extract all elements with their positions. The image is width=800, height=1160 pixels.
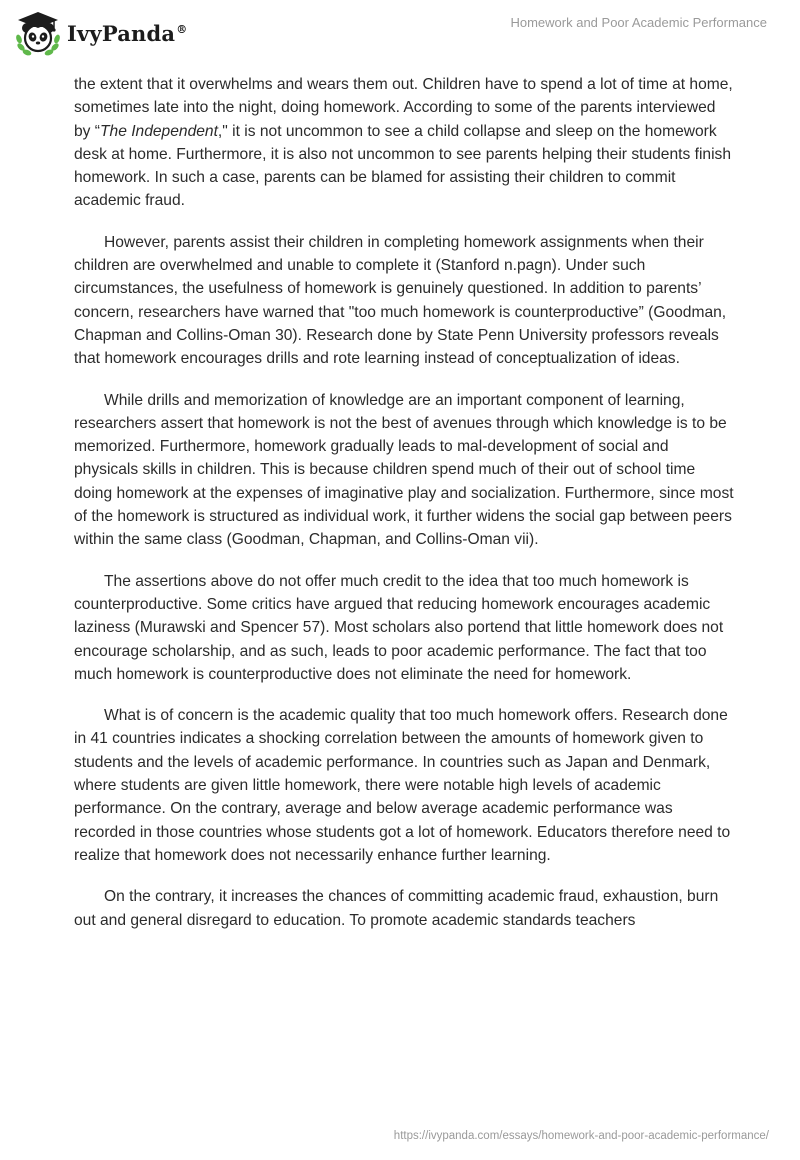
panda-graduation-cap-icon <box>14 9 62 57</box>
paragraph-6: On the contrary, it increases the chances of committing academic fraud, exhaustion, burn out and general disregard to education. To promote academic standards teachers <box>74 888 719 929</box>
brand-name <box>67 21 187 46</box>
essay-body <box>74 73 736 950</box>
paragraph-2: However, parents assist their children in completing homework assignments when their children are overwhelmed and unable to complete it (Stanford n.pagn). Under such circumstances, the usefulness of homework is genuinely questioned. In addition to parents’ concern, researchers have warned that "too much homework is counterproductive” (Goodman, Chapman and Collins-Oman 30). Research done by State Penn University professors reveals that homework encourages drills and rote learning instead of conceptualization of ideas. <box>74 233 727 368</box>
paragraph-1 <box>74 73 736 213</box>
paragraph-5: What is of concern is the academic quality that too much homework offers. Research done in 41 countries indicates a shocking correlation between the amounts of homework given to students and the levels of academic performance. In countries such as Japan and Denmark, where students are given little homework, there were notable high levels of academic performance. On the contrary, average and below average academic performance was recorded in those countries whose students got a lot of homework. Educators therefore need to realize that homework does not necessarily enhance further learning. <box>74 707 731 864</box>
registered-mark: ® <box>176 22 188 36</box>
paragraph-1-text-b: ," it is not uncommon to see a child collapse and sleep on the homework desk at home. Furthermore, it is also not uncommon to see parents helping their students finish homework. In such a case, parents can be blamed for assisting their children to commit academic fraud. <box>74 122 732 210</box>
source-url[interactable]: https://ivypanda.com/essays/homework-and-poor-academic-performance/ <box>393 1130 769 1142</box>
paragraph-4: The assertions above do not offer much credit to the idea that too much homework is counterproductive. Some critics have argued that reducing homework encourages academic laziness (Murawski and Spencer 57). Most scholars also portend that little homework does not encourage scholarship, and as such, leads to poor academic performance. The fact that too much homework is counterproductive does not eliminate the need for homework. <box>74 572 724 683</box>
document-title: Homework and Poor Academic Performance <box>510 15 767 30</box>
ivypanda-logo[interactable] <box>14 8 187 58</box>
paragraph-1-text-a: the extent that it overwhelms and wears them out. Children have to spend a lot of time at home, sometimes late into the night, doing homework. According to some of the parents interviewed by “ <box>74 76 733 140</box>
publication-title: The Independent <box>100 122 218 140</box>
page-header <box>0 0 800 64</box>
paragraph-3: While drills and memorization of knowledge are an important component of learning, researchers assert that homework is not the best of avenues through which knowledge is to be memorized. Furthermore, homework gradually leads to mal-development of social and physicals skills in children. This is because children spend much of their out of school time doing homework at the expenses of imaginative play and socialization. Furthermore, since most of the homework is structured as individual work, it further widens the social gap between peers within the same class (Goodman, Chapman, and Collins-Oman vii). <box>74 391 734 549</box>
brand-name-text: IvyPanda <box>67 20 176 46</box>
